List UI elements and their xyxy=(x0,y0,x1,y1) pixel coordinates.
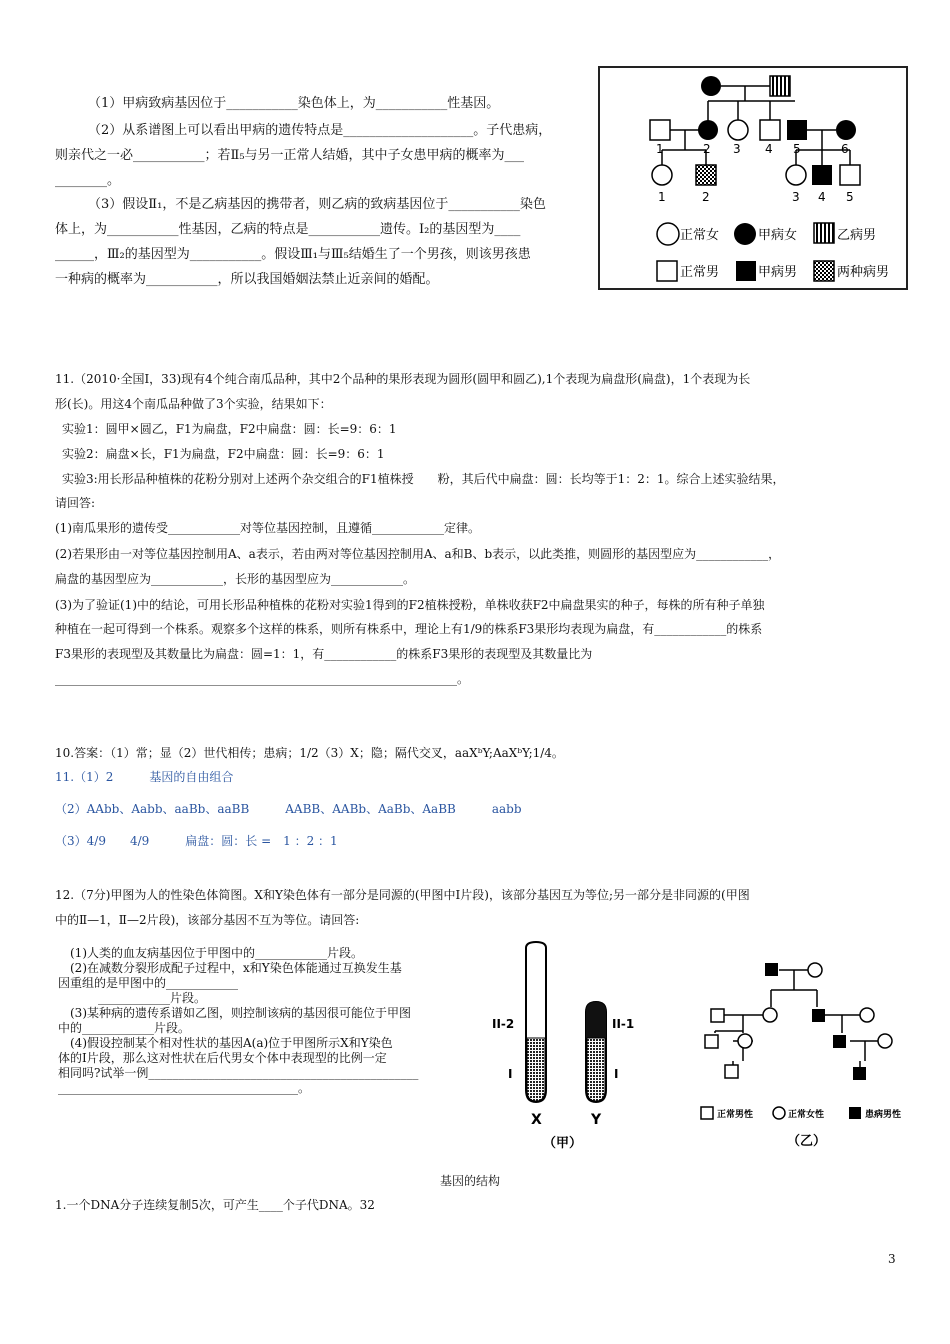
answer-11-part-3: （3）4/9 4/9 扁盘：圆：长 = 1 ：2 ：1 xyxy=(55,834,338,848)
x-homologous-segment xyxy=(527,1038,545,1101)
q10-line-3: 则亲代之一必___________；若Ⅱ₅与另一正常人结婚，其中子女患甲病的概率为___ xyxy=(55,148,525,163)
answer-11-part-1: 11.（1）2 基因的自由组合 xyxy=(55,770,234,784)
q11-line-11: 种植在一起可得到一个株系。观察多个这样的株系，则所有株系中，理论上有1/9的株系F3果形均表现为扁盘，有____________的株系 xyxy=(55,622,763,636)
label-i-left: I xyxy=(508,1067,513,1081)
q11-line-9: 扁盘的基因型应为____________，长形的基因型应为____________。 xyxy=(55,572,416,586)
pedigree-1-svg xyxy=(600,68,906,288)
q12-sub-10: ________________________________________。 xyxy=(58,1081,311,1095)
legend-disease-b-male: 乙病男 xyxy=(837,228,877,243)
gen3-num: 2 xyxy=(702,190,710,204)
p2-legend-normal-male-icon xyxy=(701,1107,713,1119)
p2-gen4-normal-male xyxy=(725,1065,738,1078)
gen2-num: 1 xyxy=(656,142,664,156)
p2-legend-affected-male-icon xyxy=(849,1107,861,1119)
p2-legend-normal-male: 正常男性 xyxy=(717,1110,754,1120)
gene-structure-heading: 基因的结构 xyxy=(440,1174,501,1188)
p2-gen1-affected-male xyxy=(765,963,778,976)
gen2-1-normal-male xyxy=(650,120,670,140)
gen3-num: 3 xyxy=(792,190,800,204)
q11-line-8: (2)若果形由一对等位基因控制用A、a表示，若由两对等位基因控制用A、a和B、b表示，以此类推，则圆形的基因型应为____________， xyxy=(55,547,781,561)
gen3-1-normal-female xyxy=(652,165,672,185)
legend-normal-male-icon xyxy=(657,261,677,281)
sex-chromosome-figure xyxy=(488,940,648,1155)
legend-disease-a-male-icon xyxy=(736,261,756,281)
y-nonhomologous-segment xyxy=(586,1002,606,1038)
p2-legend-affected-male: 患病男性 xyxy=(865,1110,902,1120)
q11-line-10: (3)为了验证(1)中的结论，可用长形品种植株的花粉对实验1得到的F2植株授粉，单株收获F2中扁盘果实的种子，每株的所有种子单独 xyxy=(55,598,765,612)
page-number: 3 xyxy=(888,1252,896,1266)
pedigree-chart-2 xyxy=(695,955,930,1155)
gen3-3-normal-female xyxy=(786,165,806,185)
gen2-3-normal-female xyxy=(728,120,748,140)
gen1-female-affected-a xyxy=(701,76,721,96)
q10-line-4: ________。 xyxy=(55,173,121,188)
y-homologous-segment xyxy=(587,1038,605,1101)
q11-line-4: 实验2：扁盘×长，F1为扁盘，F2中扁盘：圆：长=9：6：1 xyxy=(62,447,385,461)
q10-line-6: 体上，为___________性基因，乙病的特点是___________遗传。Ⅰ₂的基因型为____ xyxy=(55,222,521,237)
p2-gen3-affected-male xyxy=(833,1035,846,1048)
q10-line-5: （3）假设Ⅱ₁，不是乙病基因的携带者，则乙病的致病基因位于___________染色 xyxy=(88,197,546,212)
q12-line-2: 中的Ⅱ—1，Ⅱ—2片段)，该部分基因不互为等位。请回答: xyxy=(55,913,360,927)
gen2-5-affected-male xyxy=(787,120,807,140)
q11-line-3: 实验1：圆甲×圆乙，F1为扁盘，F2中扁盘：圆：长=9：6：1 xyxy=(62,422,397,436)
q10-line-1: （1）甲病致病基因位于___________染色体上，为___________性基因。 xyxy=(88,96,500,111)
p2-gen1-normal-female xyxy=(808,963,822,977)
gen2-num: 2 xyxy=(703,142,711,156)
caption-yi: （乙） xyxy=(787,1134,827,1149)
label-x: X xyxy=(531,1112,542,1128)
p2-gen3-normal-male xyxy=(705,1035,718,1048)
label-y: Y xyxy=(591,1112,602,1128)
caption-jia: （甲） xyxy=(543,1136,583,1151)
legend-normal-male: 正常男 xyxy=(680,265,720,280)
legend-disease-a-female: 甲病女 xyxy=(758,228,798,243)
gen2-6-affected-female xyxy=(836,120,856,140)
gen2-2-affected-female xyxy=(698,120,718,140)
q12-sub-2: (2)在减数分裂形成配子过程中，x和Y染色体能通过互换发生基 xyxy=(70,961,402,975)
label-ii-2: II-2 xyxy=(492,1017,515,1031)
gen3-5-normal-male xyxy=(840,165,860,185)
answer-11-part-2: （2）AAbb、Aabb、aaBb、aaBB AABB、AABb、AaBb、AaBB aabb xyxy=(55,802,522,816)
q11-line-13: ___________________________________________________________________。 xyxy=(55,672,470,686)
gen2-num: 4 xyxy=(765,142,773,156)
legend-disease-b-male-icon xyxy=(814,223,834,243)
gen2-num: 5 xyxy=(793,142,801,156)
gen2-num: 3 xyxy=(733,142,741,156)
p2-legend-normal-female-icon xyxy=(773,1107,785,1119)
q12-sub-8: 体的Ⅰ片段，那么这对性状在后代男女个体中表现型的比例一定 xyxy=(58,1051,387,1065)
q10-line-8: 一种病的概率为___________，所以我国婚姻法禁止近亲间的婚配。 xyxy=(55,272,439,287)
gen3-4-affected-male xyxy=(812,165,832,185)
gen3-num: 5 xyxy=(846,190,854,204)
q10-line-2: （2）从系谱图上可以看出甲病的遗传特点是____________________。子代患病， xyxy=(88,123,552,138)
q12-sub-6: 中的____________片段。 xyxy=(58,1021,191,1035)
legend-both-male: 两种病男 xyxy=(837,265,890,280)
gen1-male-affected-b xyxy=(770,76,790,96)
gen3-num: 4 xyxy=(818,190,826,204)
p2-gen2-normal-male-1 xyxy=(711,1009,724,1022)
q11-line-1: 11.（2010·全国Ⅰ，33)现有4个纯合南瓜品种，其中2个品种的果形表现为圆形(圆甲和圆乙),1个表现为扁盘形(扁盘)，1个表现为长 xyxy=(55,372,751,386)
legend-both-male-icon xyxy=(814,261,834,281)
q12-sub-3: 因重组的是甲图中的____________ xyxy=(58,976,239,990)
gen3-num: 1 xyxy=(658,190,666,204)
gene-structure-q1: 1.一个DNA分子连续复制5次，可产生____个子代DNA。32 xyxy=(55,1198,375,1212)
gen3-2-both-male xyxy=(696,165,716,185)
q11-line-2: 形(长)。用这4个南瓜品种做了3个实验，结果如下： xyxy=(55,397,332,411)
q11-line-12: F3果形的表现型及其数量比为扁盘：圆=1：1，有____________的株系F3果形的表现型及其数量比为 xyxy=(55,647,593,661)
p2-legend-normal-female: 正常女性 xyxy=(788,1110,825,1120)
answer-10: 10.答案：（1）常；显（2）世代相传；患病；1/2（3）X；隐；隔代交叉，aaXᵇY;AaXᵇY;1/4。 xyxy=(55,746,564,760)
p2-gen3-normal-female xyxy=(738,1034,752,1048)
p2-gen2-affected-male xyxy=(812,1009,825,1022)
p2-gen4-affected-male xyxy=(853,1067,866,1080)
q11-line-5: 实验3:用长形品种植株的花粉分别对上述两个杂交组合的F1植株授 粉，其后代中扁盘：圆：长均等于1：2：1。综合上述实验结果， xyxy=(62,472,785,486)
q12-sub-4: ____________片段。 xyxy=(98,991,207,1005)
q10-line-7: ______，Ⅲ₂的基因型为___________。假设Ⅲ₁与Ⅲ₅结婚生了一个男孩，则该男孩患 xyxy=(55,247,531,262)
gen2-4-normal-male xyxy=(760,120,780,140)
label-i-right: I xyxy=(614,1067,619,1081)
p2-gen2-normal-female xyxy=(763,1008,777,1022)
q12-subquestions xyxy=(58,946,478,1096)
legend-disease-a-male: 甲病男 xyxy=(758,265,798,280)
legend-affected-a-female-icon xyxy=(734,223,756,245)
q12-sub-1: (1)人类的血友病基因位于甲图中的____________片段。 xyxy=(70,946,363,960)
q11-line-6: 请回答: xyxy=(55,496,96,510)
pedigree-chart-1 xyxy=(598,66,908,290)
legend-normal-female: 正常女 xyxy=(680,228,720,243)
q12-sub-5: (3)某种病的遗传系谱如乙图，则控制该病的基因很可能位于甲图 xyxy=(70,1006,412,1020)
p2-gen3-normal-female-2 xyxy=(878,1034,892,1048)
legend-normal-female-icon xyxy=(657,223,679,245)
p2-gen2-normal-female-2 xyxy=(860,1008,874,1022)
gen2-num: 6 xyxy=(841,142,849,156)
q12-line-1: 12.（7分)甲图为人的性染色体简图。X和Y染色体有一部分是同源的(甲图中Ⅰ片段)，该部分基因互为等位;另一部分是非同源的(甲图 xyxy=(55,888,750,902)
q11-line-7: (1)南瓜果形的遗传受____________对等位基因控制，且遵循____________定律。 xyxy=(55,521,481,535)
q12-sub-9: 相同吗?试举一例_____________________________________________ xyxy=(58,1066,419,1080)
q12-sub-7: (4)假设控制某个相对性状的基因A(a)位于甲图所示X和Y染色 xyxy=(70,1036,393,1050)
label-ii-1: II-1 xyxy=(612,1017,635,1031)
